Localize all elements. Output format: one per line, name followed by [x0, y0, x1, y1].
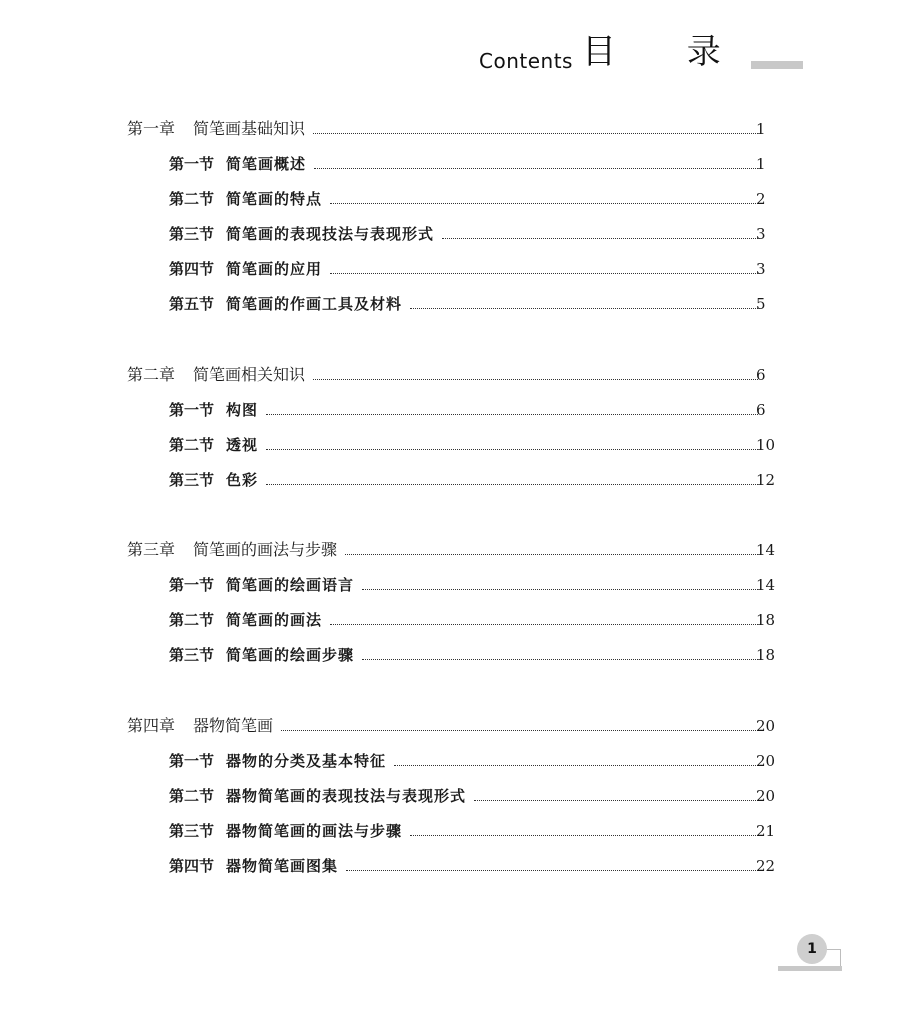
page-number: 20	[756, 752, 776, 770]
section-number: 第三节	[169, 822, 215, 840]
toc-section[interactable]	[169, 855, 776, 877]
page-number: 12	[756, 471, 776, 489]
dot-leader	[345, 554, 758, 555]
dot-leader	[330, 203, 758, 204]
page-number: 18	[756, 611, 776, 629]
page-number: 18	[756, 646, 776, 664]
section-title: 简笔画的画法	[226, 611, 323, 629]
section-number: 第一节	[169, 155, 215, 173]
section-number: 第二节	[169, 611, 215, 629]
toc-section[interactable]	[169, 785, 776, 807]
page-number: 3	[756, 225, 766, 243]
dot-leader	[362, 589, 758, 590]
toc-chapter-1[interactable]	[127, 118, 764, 140]
toc-section[interactable]	[169, 574, 776, 596]
section-title: 构图	[226, 401, 259, 419]
toc-section[interactable]	[169, 434, 776, 456]
dot-leader	[346, 870, 758, 871]
dot-leader	[442, 238, 758, 239]
dot-leader	[330, 273, 758, 274]
dot-leader	[266, 484, 758, 485]
dot-leader	[313, 133, 758, 134]
section-title: 器物简笔画图集	[226, 857, 339, 875]
section-title: 简笔画的特点	[226, 190, 323, 208]
section-title: 简笔画的作画工具及材料	[226, 295, 403, 313]
toc-section[interactable]	[169, 258, 764, 280]
page-number: 14	[756, 576, 776, 594]
header-title-cn: 目 录	[582, 32, 751, 72]
dot-leader	[281, 730, 758, 731]
dot-leader	[266, 414, 758, 415]
section-number: 第二节	[169, 436, 215, 454]
page-number-badge: 1	[797, 934, 827, 964]
toc-section[interactable]	[169, 750, 776, 772]
dot-leader	[266, 449, 758, 450]
page-number: 2	[756, 190, 766, 208]
chapter-number: 第三章	[127, 540, 176, 559]
section-number: 第二节	[169, 787, 215, 805]
chapter-title: 简笔画基础知识	[193, 119, 306, 138]
toc-section[interactable]	[169, 469, 776, 491]
section-title: 简笔画的绘画步骤	[226, 646, 355, 664]
page-number: 20	[756, 787, 776, 805]
chapter-title: 简笔画的画法与步骤	[193, 540, 338, 559]
toc-section[interactable]	[169, 399, 764, 421]
toc-section[interactable]	[169, 223, 764, 245]
page-number: 22	[756, 857, 776, 875]
page-number: 20	[756, 717, 776, 735]
toc-section[interactable]	[169, 644, 776, 666]
section-number: 第三节	[169, 646, 215, 664]
section-number: 第一节	[169, 752, 215, 770]
page-number: 6	[756, 366, 766, 384]
page-number: 10	[756, 436, 776, 454]
page-number: 5	[756, 295, 766, 313]
page-number: 6	[756, 401, 766, 419]
section-title: 色彩	[226, 471, 259, 489]
toc-chapter-2[interactable]	[127, 364, 764, 386]
dot-leader	[410, 308, 758, 309]
dot-leader	[410, 835, 758, 836]
section-number: 第四节	[169, 857, 215, 875]
dot-leader	[474, 800, 758, 801]
page-number: 1	[756, 120, 766, 138]
section-title: 简笔画的绘画语言	[226, 576, 355, 594]
section-title: 器物简笔画的画法与步骤	[226, 822, 403, 840]
toc-section[interactable]	[169, 609, 776, 631]
toc-section[interactable]	[169, 153, 764, 175]
section-number: 第五节	[169, 295, 215, 313]
page-number: 14	[756, 541, 776, 559]
dot-leader	[362, 659, 758, 660]
dot-leader	[314, 168, 758, 169]
page-number: 21	[756, 822, 776, 840]
section-number: 第一节	[169, 576, 215, 594]
section-title: 器物简笔画的表现技法与表现形式	[226, 787, 467, 805]
header-title-en: Contents	[479, 49, 573, 73]
footer-decor-bar	[778, 966, 842, 971]
section-title: 透视	[226, 436, 259, 454]
dot-leader	[313, 379, 758, 380]
toc-section[interactable]	[169, 188, 764, 210]
section-title: 器物的分类及基本特征	[226, 752, 387, 770]
section-title: 简笔画概述	[226, 155, 307, 173]
chapter-number: 第一章	[127, 119, 176, 138]
toc-section[interactable]	[169, 820, 776, 842]
chapter-number: 第二章	[127, 365, 176, 384]
section-number: 第二节	[169, 190, 215, 208]
section-number: 第三节	[169, 471, 215, 489]
page-number: 3	[756, 260, 766, 278]
section-number: 第四节	[169, 260, 215, 278]
chapter-title: 简笔画相关知识	[193, 365, 306, 384]
section-title: 简笔画的表现技法与表现形式	[226, 225, 435, 243]
dot-leader	[330, 624, 758, 625]
page-header	[0, 0, 920, 90]
page-number: 1	[756, 155, 766, 173]
chapter-title: 器物简笔画	[193, 716, 274, 735]
section-number: 第三节	[169, 225, 215, 243]
dot-leader	[394, 765, 758, 766]
toc-chapter-4[interactable]	[127, 715, 776, 737]
toc-section[interactable]	[169, 293, 764, 315]
section-number: 第一节	[169, 401, 215, 419]
section-title: 简笔画的应用	[226, 260, 323, 278]
toc-chapter-3[interactable]	[127, 539, 776, 561]
chapter-number: 第四章	[127, 716, 176, 735]
